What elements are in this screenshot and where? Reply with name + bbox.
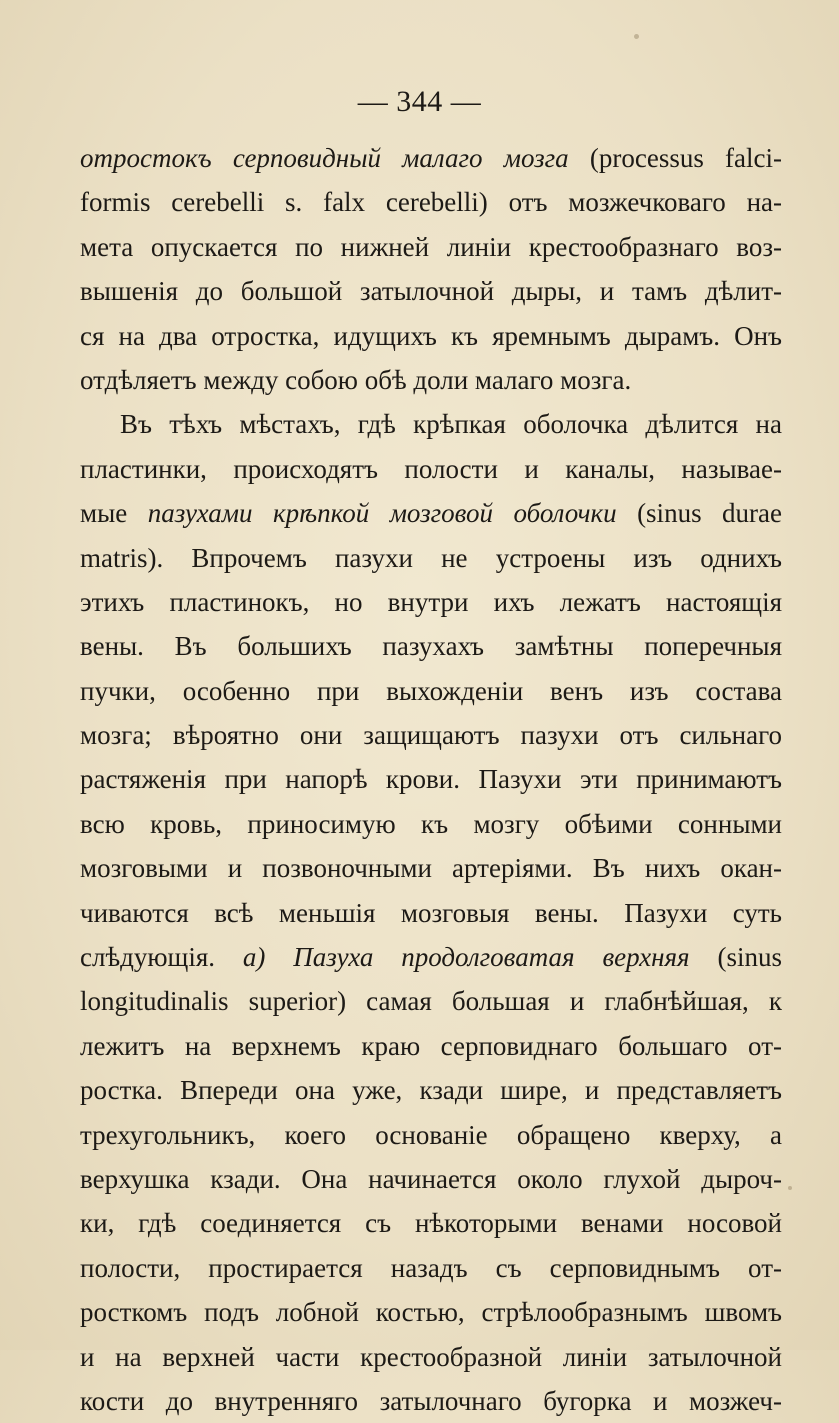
- text-line: кости до внутренняго затылочнаго бугорка и мозжеч-: [80, 1385, 782, 1416]
- text-line: formis cerebelli s. falx cerebelli) отъ мозжечковаго на-: [80, 187, 782, 218]
- paper-spot: [788, 1186, 792, 1190]
- text-line: пучки, особенно при выхожденіи венъ изъ состава: [80, 675, 782, 706]
- text-line: вышенія до большой затылочной дыры, и тамъ дѣлит-: [80, 276, 782, 307]
- text-line: лежитъ на верхнемъ краю серповиднаго большаго от-: [80, 1030, 782, 1061]
- text-line: верхушка кзади. Она начинается около глухой дыроч-: [80, 1163, 782, 1194]
- body-text: [80, 136, 782, 1423]
- text-line: вены. Въ большихъ пазухахъ замѣтны поперечныя: [80, 631, 782, 662]
- text-line: растяженія при напорѣ крови. Пазухи эти принимаютъ: [80, 764, 782, 795]
- text-line: longitudinalis superior) самая большая и глабнѣйшая, к: [80, 986, 782, 1017]
- text-line: этихъ пластинокъ, но внутри ихъ лежатъ настоящія: [80, 586, 782, 617]
- text-line: отдѣляетъ между собою обѣ доли малаго мозга.: [80, 364, 632, 395]
- page-number: — 344 —: [357, 85, 482, 118]
- text-line: всю кровь, приносимую къ мозгу обѣими сонными: [80, 808, 782, 839]
- text-line: росткомъ подъ лобной костью, стрѣлообразнымъ швомъ: [80, 1297, 782, 1328]
- text-line: ки, гдѣ соединяется съ нѣкоторыми венами носовой: [80, 1208, 782, 1239]
- text-line: ся на два отростка, идущихъ къ яремнымъ дырамъ. Онъ: [80, 320, 782, 351]
- text-line: мозга; вѣроятно они защищаютъ пазухи отъ сильнаго: [80, 720, 782, 751]
- text-line: трехугольникъ, коего основаніе обращено кверху, а: [80, 1119, 782, 1150]
- text-line: мые пазухами крѣпкой мозговой оболочки (sinus durae: [80, 498, 782, 529]
- text-line: слѣдующія. а) Пазуха продолговатая верхняя (sinus: [80, 942, 782, 973]
- text-line: мозговыми и позвоночными артеріями. Въ нихъ окан-: [80, 853, 782, 884]
- text-line: чиваются всѣ меньшія мозговыя вены. Пазухи суть: [80, 897, 782, 928]
- text-line: matris). Впрочемъ пазухи не устроены изъ однихъ: [80, 542, 782, 573]
- text-line: пластинки, происходятъ полости и каналы, называе-: [80, 453, 782, 484]
- text-line: отростокъ серповидный малаго мозга (processus falci-: [80, 143, 782, 173]
- paper-spot: [634, 34, 639, 39]
- text-line: ростка. Впереди она уже, кзади шире, и представляетъ: [80, 1075, 782, 1106]
- text-line: полости, простирается назадъ съ серповиднымъ от-: [80, 1252, 782, 1283]
- text-line: Въ тѣхъ мѣстахъ, гдѣ крѣпкая оболочка дѣлится на: [120, 409, 782, 440]
- text-line: и на верхней части крестообразной линіи затылочной: [80, 1341, 782, 1372]
- text-line: мета опускается по нижней линіи крестообразнаго воз-: [80, 231, 782, 262]
